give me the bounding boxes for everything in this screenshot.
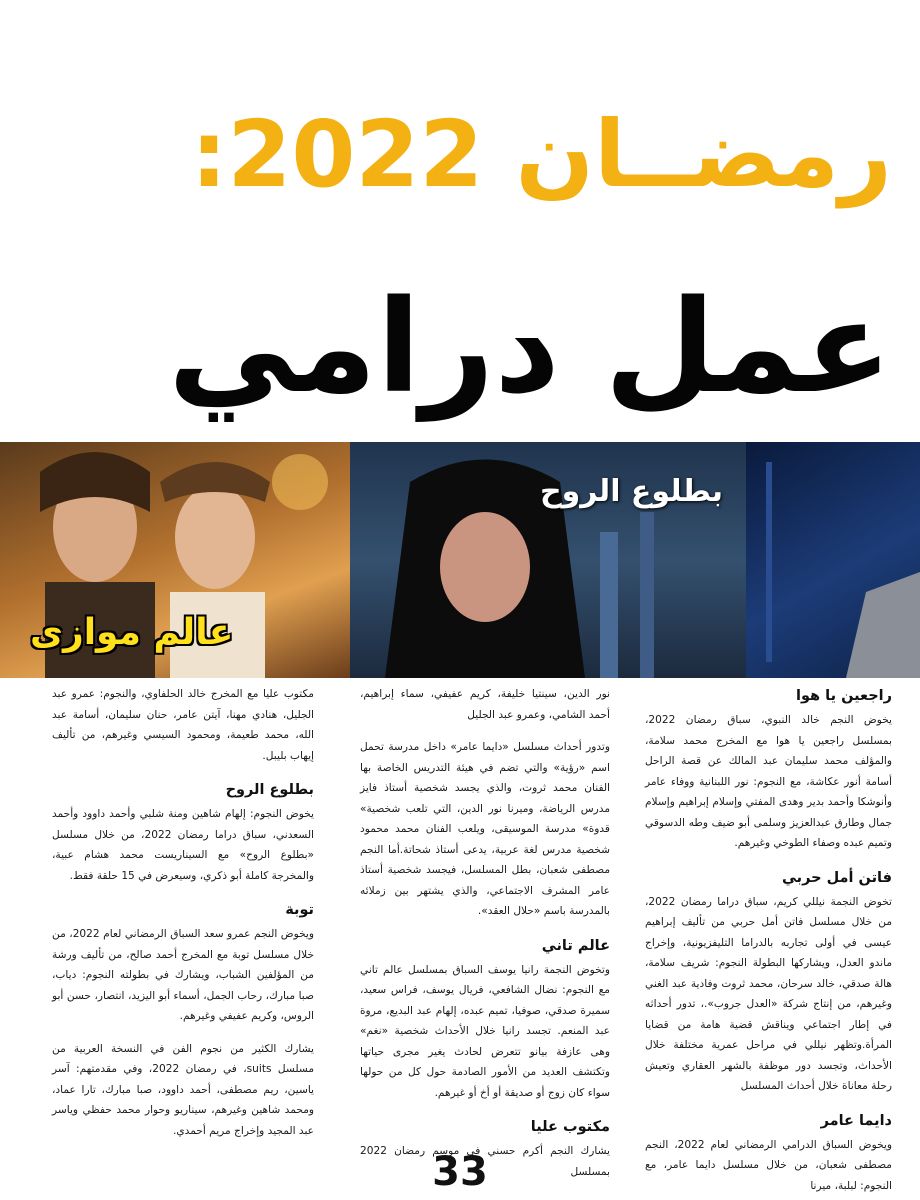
section-text: تخوض النجمة نيللي كريم، سباق دراما رمضان 2022، من خلال مسلسل فاتن أمل حربي من تأليف إبراهيم عيسى في أولى تجاربه بالدراما التليفزيونية، وإخراج ماندو العدل، ويشاركها البطولة النجوم: شريف سلامة، هالة صدقي، خالد سرحان، محمد ثروت وفادية عبد الغني وغيرهم، من إنتاج شركة «العدل جروب».، تدور أحداثه في إطار اجتماعي ويناقش قضية هامة من قضايا المرأة.وتظهر نيللي في مراحل عمرية مختلفة خلال الأحداث، وتجسد دور موظفة بالشهر العقاري وتعيش رحلة معاناة خلال أحداث المسلسل bbox=[645, 895, 892, 1092]
section-heading: فاتن أمل حربي bbox=[781, 869, 892, 886]
poster-third-art bbox=[746, 442, 920, 678]
section-text: يشارك النجم أكرم حسني في موسم رمضان 2022 بمسلسل bbox=[360, 1145, 610, 1178]
poster-btloua-elrouh-label: بطلوع الروح bbox=[540, 474, 723, 509]
poster-btloua-elrouh bbox=[350, 442, 746, 678]
section-text: مكتوب عليا مع المخرج خالد الحلفاوي، والنجوم: عمرو عبد الجليل، هنادي مهنا، آيتن عامر، حنان سليمان، أسامة عبد الله، محمد طعيمة، ومحمود السيسي وغيرهم، من تأليف إيهاب بليبل. bbox=[52, 688, 314, 762]
section-text: ويخوض السباق الدرامي الرمضاني لعام 2022، النجم مصطفى شعبان، من خلال مسلسل دايما عامر، مع النجوم: لبلبة، ميرنا bbox=[645, 1138, 892, 1192]
poster-alam-mawazy-label: عالم موازى bbox=[30, 612, 234, 653]
section-text: وتخوض النجمة رانيا يوسف السباق بمسلسل عالم تاني مع النجوم: نضال الشافعي، فريال يوسف، فراس سعيد، سميرة صدقي، صوفيا، تميم عبده، إلهام عبد البديع، مروة عبد المنعم. تجسد رانيا خلال الأحداث شخصية «نغم» وهى عازفة بيانو تتعرض لحادث يغير مجرى حياتها وتكتشف العديد من الأمور الصادمة حول كل من حولها سواء كان زوج أو صديقة أو أخ أو غيرهم. bbox=[360, 963, 610, 1099]
poster-alam-mawazy bbox=[0, 442, 350, 678]
page-number: 33 bbox=[432, 1149, 488, 1195]
section-heading: بطلوع الروح bbox=[225, 782, 314, 798]
section-text: ويخوض النجم عمرو سعد السباق الرمضاني لعام 2022، من خلال مسلسل توبة مع المخرج أحمد صالح، من تأليف ورشة من المؤلفين الشباب، ويشارك في بطولته النجوم: دياب، صبا مبارك، رحاب الجمل، أسماء أبو اليزيد، انتصار، حسن أبو الروس، وكريم عفيفي وغيرهم. bbox=[52, 928, 314, 1022]
poster-third bbox=[746, 442, 920, 678]
section-text: نور الدين، سينتيا خليفة، كريم عفيفي، سماء إبراهيم، أحمد الشامي، وعمرو عبد الجليل bbox=[360, 688, 610, 721]
section-text: وتدور أحداث مسلسل «دايما عامر» داخل مدرسة تحمل اسم «رؤية» والتي تضم في هيئة التدريس الخاصة بها الفنان محمد ثروت، والذي يجسد شخصية أستاذ فايز مدرس الرياضة، وميرنا نور الدين، التي تلعب شخصية» قدوة» مدرسة الموسيقى، ويلعب الفنان محمد محمود شخصية مدرس لغة عربية، يدعى أستاذ شحاتة.أما النجم مصطفى شعبان، بطل المسلسل، فيجسد شخصية أستاذ عامر المشرف الاجتماعي، والذي يشتهر بين زملائه بالمدرسة باسم «حلال العقد». bbox=[360, 741, 610, 917]
column-right bbox=[645, 684, 892, 1192]
page-title-line2: عمل درامي bbox=[167, 273, 892, 422]
poster-banner bbox=[0, 442, 920, 678]
section-text: يخوض النجم خالد النبوي، سباق رمضان 2022، بمسلسل راجعين يا هوا مع المخرج محمد سلامة، والمؤلف محمد سليمان عبد المالك عن قصة الراحل أسامة أنور عكاشة، مع النجوم: نور اللبنانية ووفاء عامر وأنوشكا وأحمد بدير وهدى المفتي وإسلام إبراهيم وإسلام جمال وطارق عبدالعزيز وسلمى أبو ضيف وطه الدسوقي وتميم عبده وصفاء الطوخي وغيرهم. bbox=[645, 714, 892, 849]
section-heading: مكتوب عليا bbox=[530, 1119, 610, 1135]
page-title-line1: رمضــان 2022: bbox=[190, 101, 892, 208]
section-text: يشارك الكثير من نجوم الفن في النسخة العربية من مسلسل suits، في رمضان 2022، وفي مقدمتهم: آسر ياسين، ريم مصطفى، أحمد داوود، صبا مبارك، تارا عماد، ومحمد شاهين وغيرهم، سيناريو وحوار محمد حفظي وياسر عبد المجيد وإخراج مريم أحمدي. bbox=[52, 1042, 314, 1137]
section-heading: راجعين يا هوا bbox=[795, 688, 892, 704]
section-heading: عالم تاني bbox=[541, 937, 610, 954]
column-left bbox=[52, 684, 314, 1144]
section-heading: دايما عامر bbox=[820, 1112, 892, 1129]
section-heading: توبة bbox=[285, 902, 314, 918]
section-text: يخوض النجوم: إلهام شاهين ومنة شلبي وأحمد داوود وأحمد السعدني، سباق دراما رمضان 2022، من خلال مسلسل «بطلوع الروح» مع السيناريست محمد هشام عبية، والمخرجة كاملة أبو ذكري، وسيعرض في 15 حلقة فقط. bbox=[52, 808, 314, 882]
